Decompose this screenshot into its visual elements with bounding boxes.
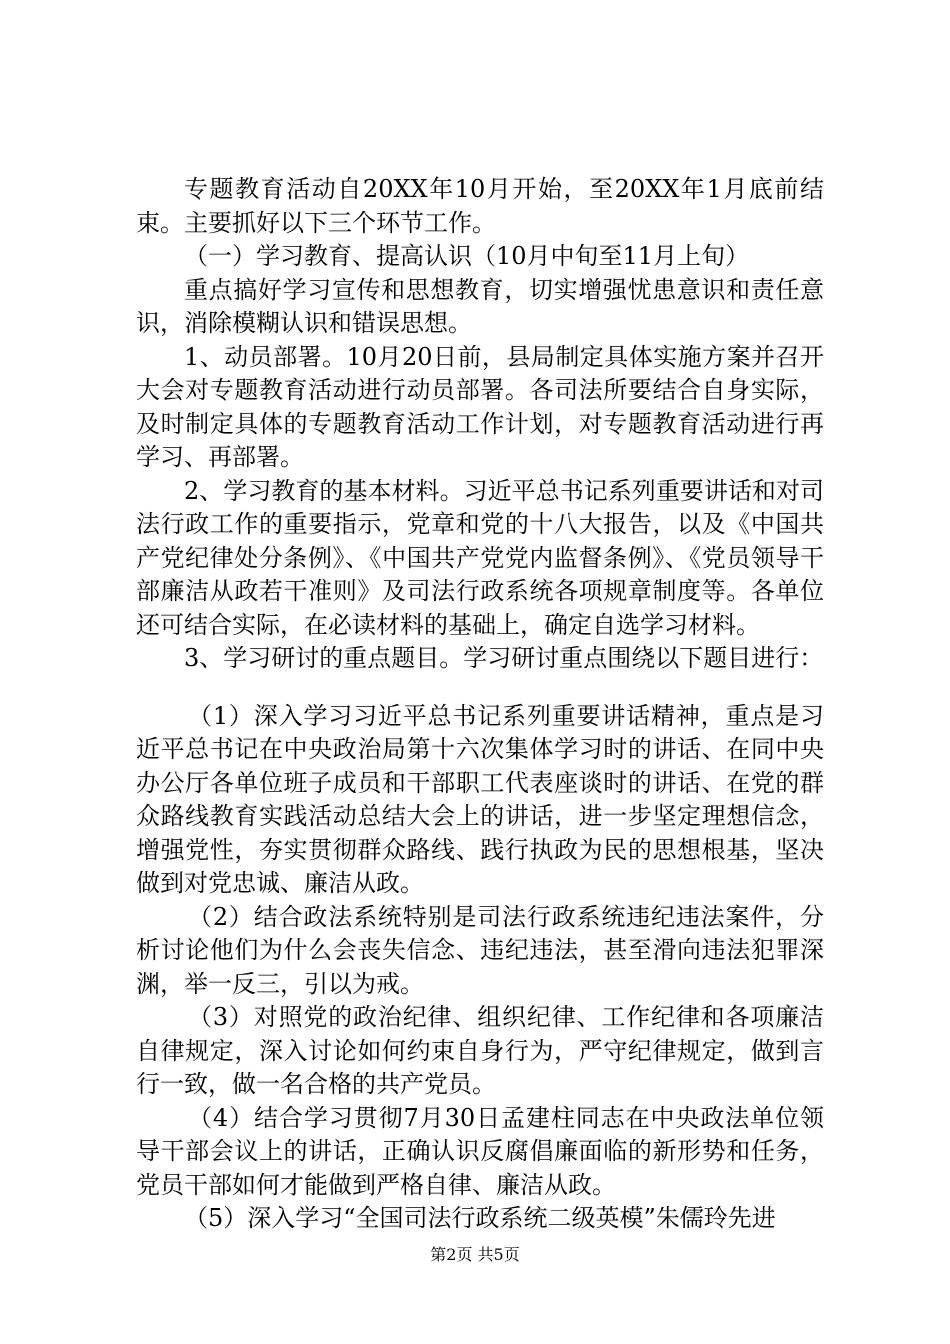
paragraph-topic-4: （4）结合学习贯彻7月30日孟建柱同志在中央政法单位领导干部会议上的讲话，正确认识反腐倡廉面临的新形势和任务，党员干部如何才能做到严格自律、廉洁从政。	[136, 1103, 824, 1199]
paragraph-topic-1: （1）深入学习习近平总书记系列重要讲话精神，重点是习近平总书记在中央政治局第十六次集体学习时的讲话、在同中央办公厅各单位班子成员和干部职工代表座谈时的讲话、在党的群众路线教育实践活动总结大会上的讲话，进一步坚定理想信念，增强党性，夯实贯彻群众路线、践行执政为民的思想根基，坚决做到对党忠诚、廉洁从政。	[136, 701, 824, 897]
section-heading-1: （一）学习教育、提高认识（10月中旬至11月上旬）	[184, 242, 750, 270]
paragraph-item-1: 1、动员部署。10月20日前，县局制定具体实施方案并召开大会对专题教育活动进行动员部署。各司法所要结合自身实际，及时制定具体的专题教育活动工作计划，对专题教育活动进行再学习、再部署。	[136, 342, 824, 471]
document-body	[136, 173, 824, 1236]
paragraph-section-1: 重点搞好学习宣传和思想教育，切实增强忧患意识和责任意识，消除模糊认识和错误思想。	[136, 275, 824, 337]
blank-line	[136, 676, 824, 700]
paragraph-item-2: 2、学习教育的基本材料。习近平总书记系列重要讲话和对司法行政工作的重要指示，党章和党的十八大报告，以及《中国共产党纪律处分条例》、《中国共产党党内监督条例》、《党员领导干部廉洁从政若干准则》及司法行政系统各项规章制度等。各单位还可结合实际，在必读材料的基础上，确定自选学习材料。	[136, 476, 824, 639]
paragraph-item-3: 3、学习研讨的重点题目。学习研讨重点围绕以下题目进行：	[184, 644, 824, 672]
paragraph-topic-5: （5）深入学习“全国司法行政系统二级英模”朱儒玲先进	[184, 1204, 776, 1232]
paragraph-intro: 专题教育活动自20XX年10月开始，至20XX年1月底前结束。主要抓好以下三个环节工作。	[136, 175, 824, 237]
paragraph-topic-3: （3）对照党的政治纪律、组织纪律、工作纪律和各项廉洁自律规定，深入讨论如何约束自身行为，严守纪律规定，做到言行一致，做一名合格的共产党员。	[136, 1003, 824, 1098]
page-footer: 第2页 共5页	[430, 1245, 520, 1264]
paragraph-topic-2: （2）结合政法系统特别是司法行政系统违纪违法案件，分析讨论他们为什么会丧失信念、违纪违法，甚至滑向违法犯罪深渊，举一反三，引以为戒。	[136, 902, 824, 998]
